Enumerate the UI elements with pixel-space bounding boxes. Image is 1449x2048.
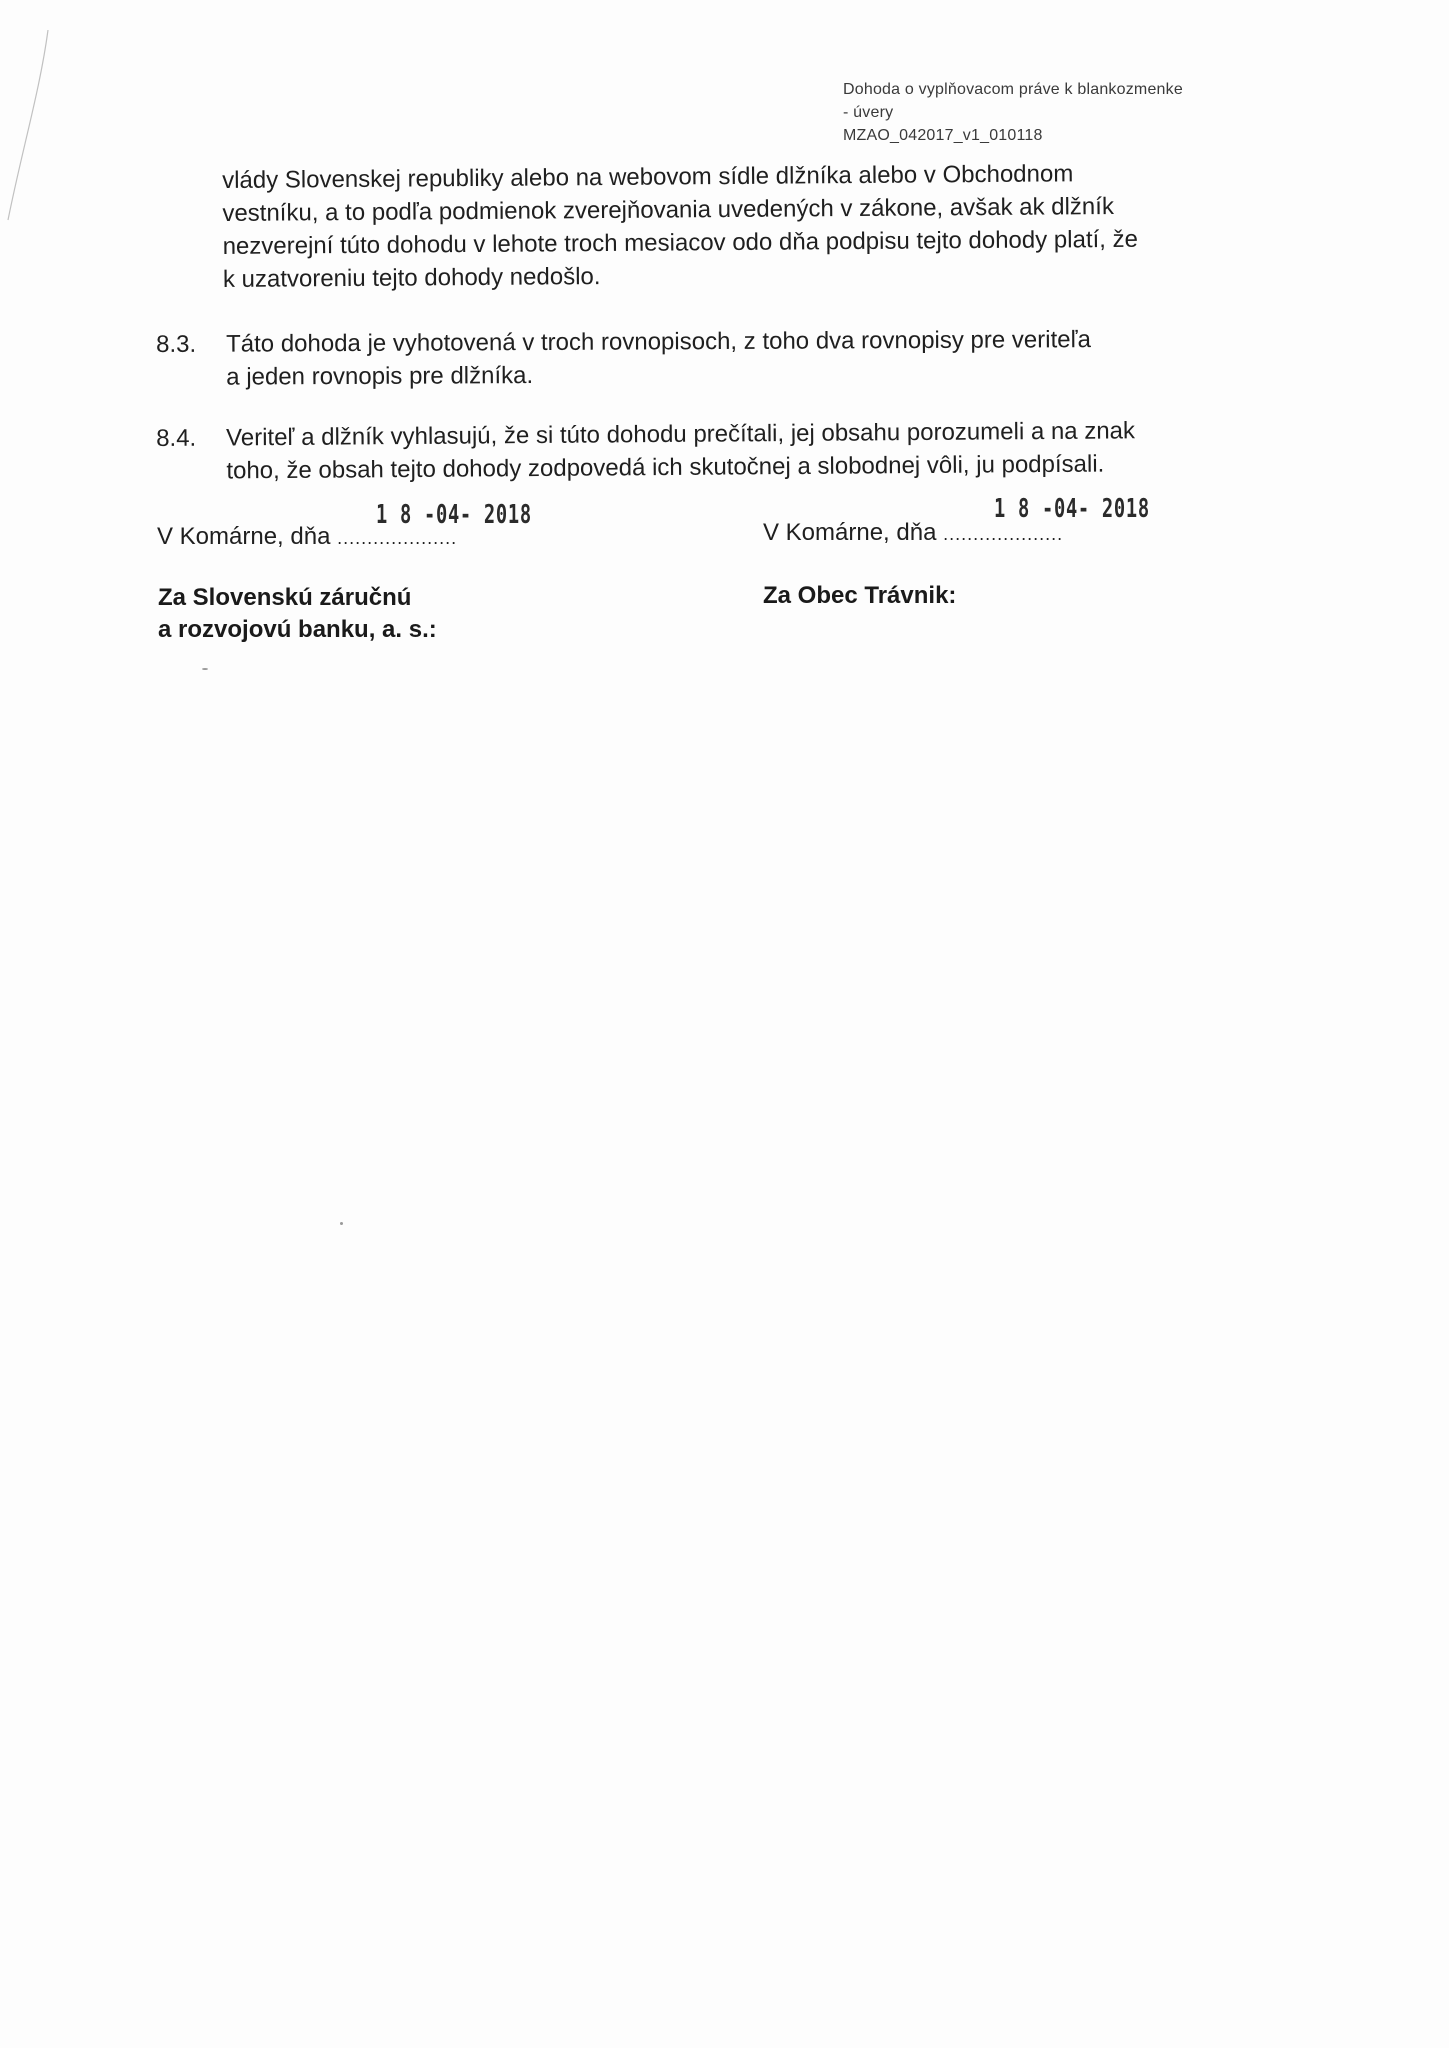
party-line: a rozvojovú banku, a. s.: (158, 616, 437, 643)
clause-8-4 (156, 413, 1267, 492)
intro-line: nezverejní túto dohodu v lehote troch mesiacov odo dňa podpisu tejto dohody platí, že (222, 225, 1139, 260)
clause-8-3 (156, 322, 1266, 398)
clause-number: 8.4. (156, 424, 197, 452)
date-stamp-right: 1 8 -04- 2018 (994, 494, 1150, 524)
header-code: MZAO_042017_v1_010118 (843, 127, 1043, 144)
intro-line: vestníku, a to podľa podmienok zverejňovania uvedených v zákone, avšak ak dlžník (222, 192, 1114, 227)
clause-line: Veriteľ a dlžník vyhlasujú, že si túto dohodu prečítali, jej obsahu porozumeli a na znak (226, 417, 1136, 452)
document-header (843, 78, 1183, 147)
scan-edge-artifact (0, 30, 60, 230)
clause-text (226, 322, 1256, 393)
date-dots: .................... (943, 524, 1064, 544)
party-line: Za Obec Trávnik: (763, 582, 957, 609)
intro-line: vlády Slovenskej republiky alebo na webovom sídle dlžníka alebo v Obchodnom (222, 160, 1074, 194)
scan-speck (340, 1222, 343, 1225)
party-line: Za Slovenskú záručnú (158, 584, 412, 611)
clause-line: toho, že obsah tejto dohody zodpovedá ich skutočnej a slobodnej vôli, ju podpísali. (226, 450, 1105, 485)
clause-line: a jeden rovnopis pre dlžníka. (226, 362, 534, 391)
party-right (763, 580, 956, 612)
intro-line: k uzatvoreniu tejto dohody nedošlo. (222, 263, 601, 293)
date-dots: .................... (337, 528, 458, 548)
place-label: V Komárne, dňa (763, 519, 937, 546)
clause-number: 8.3. (156, 330, 197, 358)
header-subtitle: - úvery (843, 104, 894, 121)
clause-text (226, 413, 1256, 487)
signature-place-right (763, 518, 1063, 549)
party-left (158, 582, 437, 646)
header-title: Dohoda o vyplňovacom práve k blankozmenke (843, 81, 1183, 98)
place-label: V Komárne, dňa (157, 523, 331, 550)
date-stamp-left: 1 8 -04- 2018 (376, 500, 532, 530)
scan-speck (202, 668, 208, 670)
signature-place-left (157, 522, 457, 553)
clause-line: Táto dohoda je vyhotovená v troch rovnopisoch, z toho dva rovnopisy pre veriteľa (226, 326, 1091, 358)
intro-paragraph (222, 156, 1253, 296)
